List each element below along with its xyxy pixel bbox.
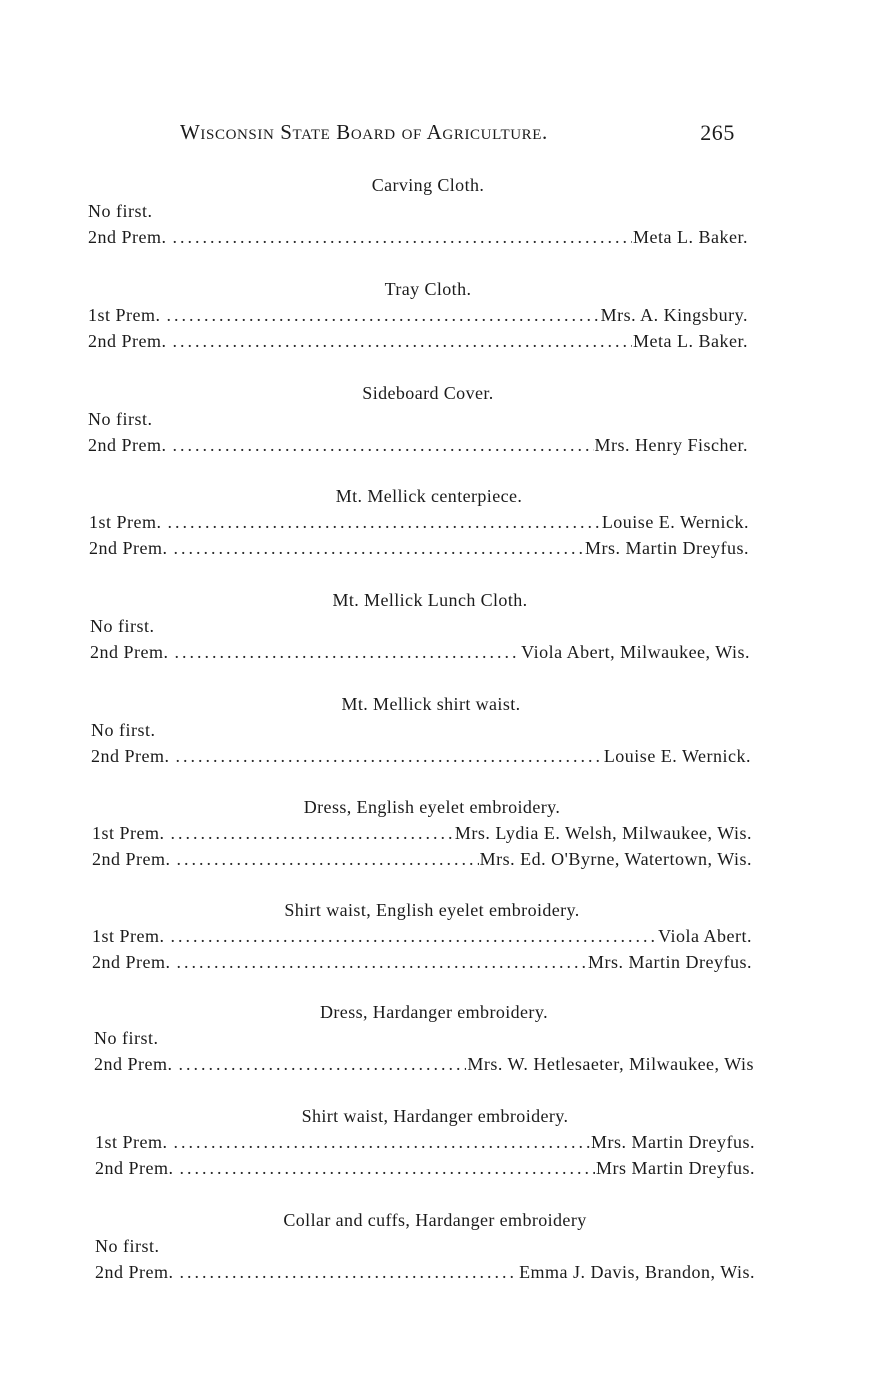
- premium-rank: 2nd Prem.: [88, 227, 167, 247]
- winner-name: Mrs. Martin Dreyfus.: [588, 952, 752, 972]
- premium-rank: 2nd Prem.: [90, 642, 169, 662]
- dot-leader: [176, 743, 603, 769]
- premium-rank: 2nd Prem.: [91, 746, 170, 766]
- premium-rank: 2nd Prem.: [92, 849, 171, 869]
- no-first-note: No first.: [90, 616, 155, 636]
- winner-name: Viola Abert, Milwaukee, Wis.: [521, 642, 750, 662]
- premium-section: [88, 380, 748, 458]
- winner-name: Mrs Martin Dreyfus.: [596, 1158, 755, 1178]
- premium-section: [91, 691, 751, 769]
- section-title: Mt. Mellick Lunch Cloth.: [332, 590, 528, 610]
- section-title: Shirt waist, English eyelet embroidery.: [284, 900, 580, 920]
- section-title: Dress, Hardanger embroidery.: [320, 1002, 548, 1022]
- premium-rank: 2nd Prem.: [94, 1054, 173, 1074]
- winner-name: Louise E. Wernick.: [603, 746, 751, 766]
- premium-section: [88, 172, 748, 250]
- winner-name: Louise E. Wernick.: [601, 512, 749, 532]
- winner-name: Mrs. Ed. O'Byrne, Watertown, Wis.: [479, 849, 752, 869]
- dot-leader: [177, 846, 479, 872]
- premium-entry: [95, 1155, 755, 1181]
- premium-rank: 2nd Prem.: [89, 538, 168, 558]
- section-title: Shirt waist, Hardanger embroidery.: [301, 1106, 569, 1126]
- section-title: Tray Cloth.: [384, 279, 472, 299]
- dot-leader: [167, 302, 600, 328]
- premium-section: [92, 897, 752, 975]
- premium-rank: 2nd Prem.: [88, 435, 167, 455]
- premium-section: [92, 794, 752, 872]
- winner-name: Mrs. Martin Dreyfus.: [585, 538, 749, 558]
- dot-leader: [179, 1051, 467, 1077]
- no-first-note: No first.: [95, 1236, 160, 1256]
- premium-entry: [88, 302, 748, 328]
- premium-entry: [92, 846, 752, 872]
- premium-section: [90, 587, 750, 665]
- premium-entry: [91, 743, 751, 769]
- premium-rank: 1st Prem.: [89, 512, 162, 532]
- premium-section: [95, 1103, 755, 1181]
- section-title: Mt. Mellick shirt waist.: [341, 694, 521, 714]
- premium-entry: [95, 1259, 755, 1285]
- dot-leader: [177, 949, 588, 975]
- premium-section: [95, 1207, 755, 1285]
- dot-leader: [173, 328, 633, 354]
- dot-leader: [173, 224, 633, 250]
- premium-rank: 2nd Prem.: [95, 1262, 174, 1282]
- dot-leader: [173, 432, 594, 458]
- premium-rank: 1st Prem.: [88, 305, 161, 325]
- winner-name: Mrs. Martin Dreyfus.: [591, 1132, 755, 1152]
- section-title: Dress, English eyelet embroidery.: [303, 797, 561, 817]
- no-first-note: No first.: [88, 409, 153, 429]
- premium-entry: [95, 1129, 755, 1155]
- premium-entry: [88, 328, 748, 354]
- premium-rank: 2nd Prem.: [88, 331, 167, 351]
- premium-rank: 1st Prem.: [92, 823, 165, 843]
- premium-rank: 2nd Prem.: [92, 952, 171, 972]
- winner-name: Emma J. Davis, Brandon, Wis.: [519, 1262, 755, 1282]
- premium-entry: [88, 432, 748, 458]
- dot-leader: [168, 509, 601, 535]
- premium-section: [88, 276, 748, 354]
- premium-entry: [89, 509, 749, 535]
- premium-entry: [92, 820, 752, 846]
- dot-leader: [175, 639, 521, 665]
- premium-entry: [92, 923, 752, 949]
- section-title: Sideboard Cover.: [362, 383, 494, 403]
- winner-name: Meta L. Baker.: [633, 331, 748, 351]
- winner-name: Viola Abert.: [658, 926, 752, 946]
- dot-leader: [171, 820, 454, 846]
- dot-leader: [180, 1155, 596, 1181]
- premium-entry: [89, 535, 749, 561]
- premium-section: [94, 999, 754, 1077]
- premium-section: [89, 483, 749, 561]
- dot-leader: [180, 1259, 519, 1285]
- premium-rank: 2nd Prem.: [95, 1158, 174, 1178]
- running-head: [180, 120, 740, 148]
- no-first-note: No first.: [88, 201, 153, 221]
- winner-name: Meta L. Baker.: [633, 227, 748, 247]
- section-title: Collar and cuffs, Hardanger embroidery: [283, 1210, 587, 1230]
- no-first-note: No first.: [91, 720, 156, 740]
- premium-entry: [92, 949, 752, 975]
- premium-rank: 1st Prem.: [95, 1132, 168, 1152]
- winner-name: Mrs. Henry Fischer.: [594, 435, 748, 455]
- no-first-note: No first.: [94, 1028, 159, 1048]
- premium-entry: [94, 1051, 754, 1077]
- premium-entry: [90, 639, 750, 665]
- dot-leader: [174, 535, 585, 561]
- section-title: Mt. Mellick centerpiece.: [335, 486, 523, 506]
- winner-name: Mrs. Lydia E. Welsh, Milwaukee, Wis.: [454, 823, 752, 843]
- premium-entry: [88, 224, 748, 250]
- dot-leader: [171, 923, 658, 949]
- section-title: Carving Cloth.: [371, 175, 485, 195]
- winner-name: Mrs. A. Kingsbury.: [600, 305, 748, 325]
- premium-rank: 1st Prem.: [92, 926, 165, 946]
- page-number: 265: [700, 120, 735, 145]
- winner-name: Mrs. W. Hetlesaeter, Milwaukee, Wis: [467, 1054, 754, 1074]
- running-title: Wisconsin State Board of Agriculture.: [180, 120, 548, 144]
- dot-leader: [174, 1129, 591, 1155]
